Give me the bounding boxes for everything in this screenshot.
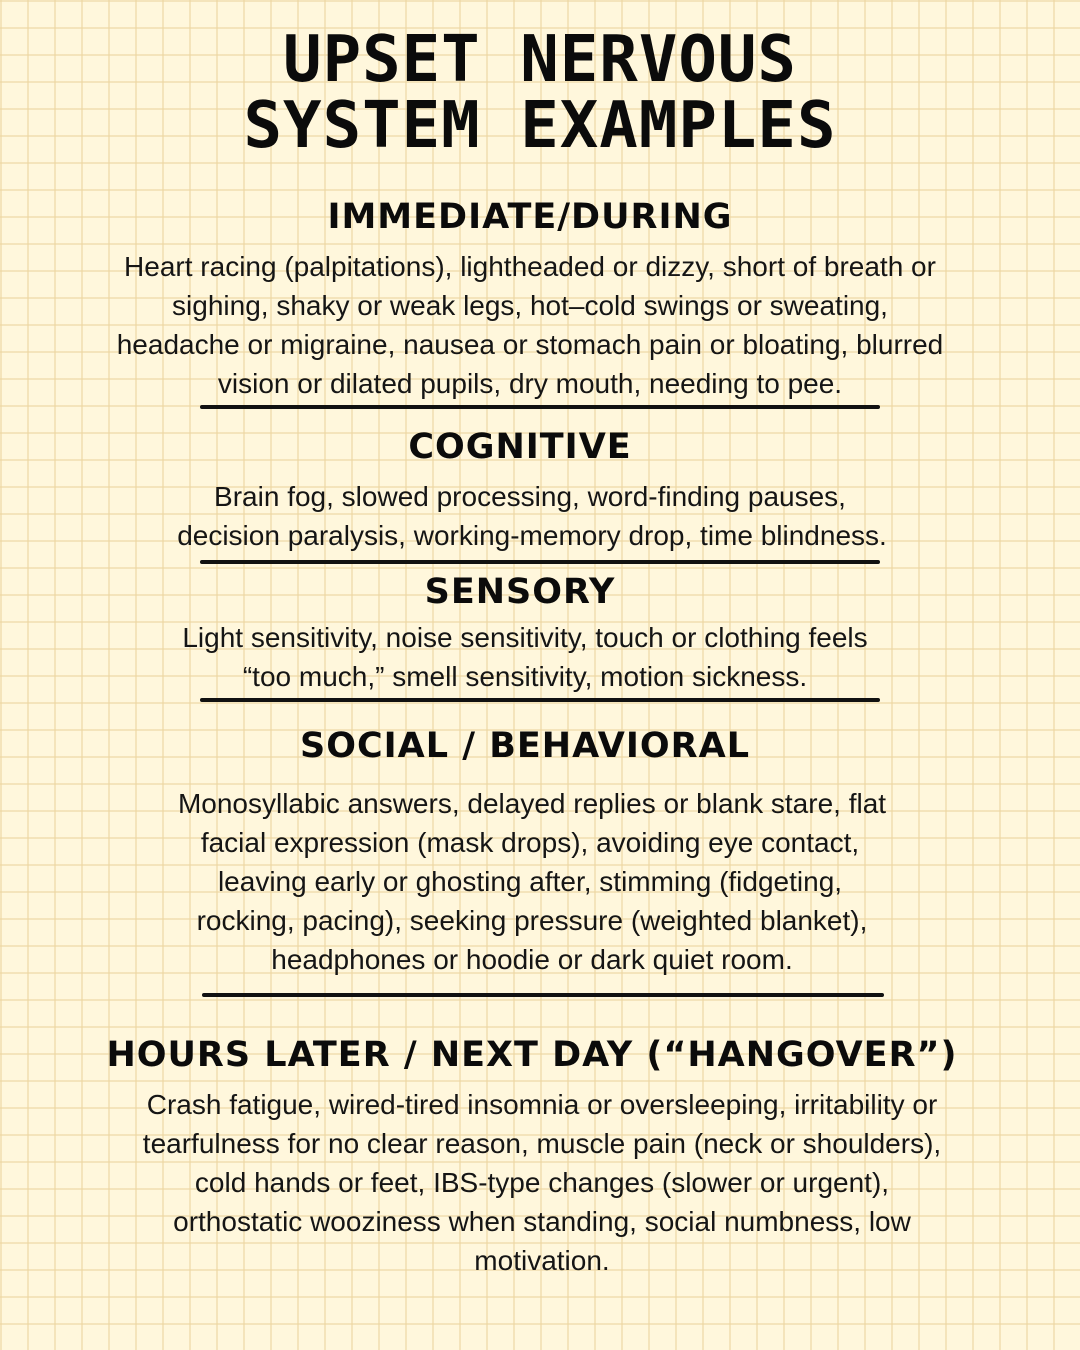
section-text-line: headache or migraine, nausea or stomach pain or bloating, blurred bbox=[116, 329, 944, 360]
section-text-line: leaving early or ghosting after, stimming (fidgeting, bbox=[217, 866, 843, 897]
section-divider bbox=[200, 405, 880, 409]
section-text-line: tearfulness for no clear reason, muscle pain (neck or shoulders), bbox=[142, 1128, 942, 1159]
section-text-line: headphones or hoodie or dark quiet room. bbox=[271, 944, 793, 975]
section-divider bbox=[200, 698, 880, 702]
section-text-line: Crash fatigue, wired-tired insomnia or oversleeping, irritability or bbox=[146, 1089, 938, 1120]
page-title-line-1: UPSET NERVOUS bbox=[283, 23, 797, 97]
section-text-line: vision or dilated pupils, dry mouth, needing to pee. bbox=[217, 368, 843, 399]
section-heading-social-behavioral: SOCIAL / BEHAVIORAL bbox=[299, 726, 750, 766]
section-text-line: decision paralysis, working-memory drop, time blindness. bbox=[177, 520, 887, 551]
section-heading-immediate: IMMEDIATE/DURING bbox=[327, 197, 733, 237]
section-text-line: orthostatic wooziness when standing, social numbness, low bbox=[173, 1206, 911, 1237]
section-divider bbox=[200, 560, 880, 564]
section-text-line: Monosyllabic answers, delayed replies or blank stare, flat bbox=[177, 788, 887, 819]
section-text-line: sighing, shaky or weak legs, hot–cold swings or sweating, bbox=[172, 290, 888, 321]
section-heading-sensory: SENSORY bbox=[424, 572, 616, 612]
section-text-line: cold hands or feet, IBS-type changes (slower or urgent), bbox=[194, 1167, 890, 1198]
section-text-line: motivation. bbox=[474, 1245, 610, 1276]
section-heading-cognitive: COGNITIVE bbox=[408, 427, 632, 467]
section-text-line: “too much,” smell sensitivity, motion sickness. bbox=[242, 661, 808, 692]
page-title-line-2: SYSTEM EXAMPLES bbox=[243, 89, 837, 163]
section-divider bbox=[202, 993, 884, 997]
section-heading-hours-later: HOURS LATER / NEXT DAY (“HANGOVER”) bbox=[106, 1035, 958, 1075]
section-text-line: facial expression (mask drops), avoiding eye contact, bbox=[200, 827, 860, 858]
section-text-line: Light sensitivity, noise sensitivity, touch or clothing feels bbox=[182, 622, 868, 653]
section-text-line: Brain fog, slowed processing, word-finding pauses, bbox=[214, 481, 846, 512]
section-text-line: rocking, pacing), seeking pressure (weighted blanket), bbox=[196, 905, 868, 936]
section-text-line: Heart racing (palpitations), lightheaded or dizzy, short of breath or bbox=[124, 251, 936, 282]
